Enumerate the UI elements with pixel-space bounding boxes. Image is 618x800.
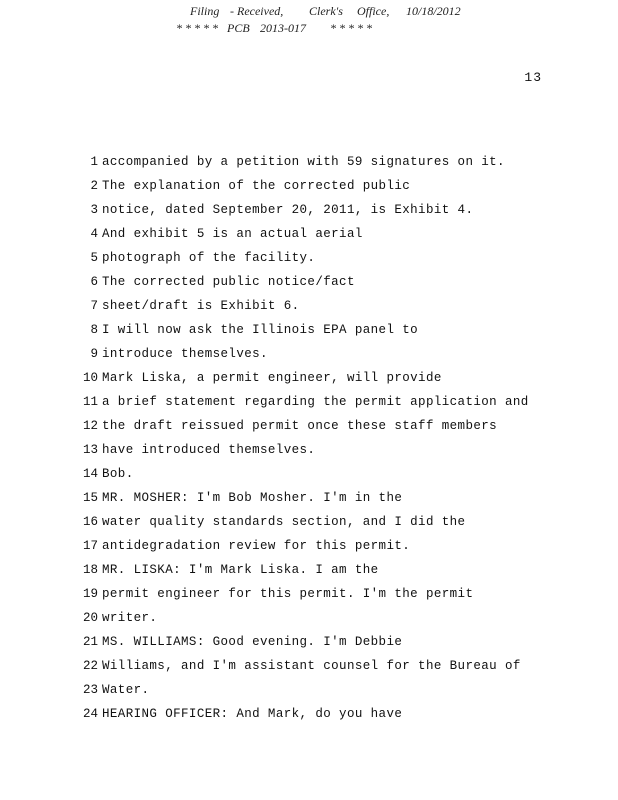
transcript-line: [0, 630, 618, 654]
line-text: The corrected public notice/fact: [102, 275, 355, 289]
transcript-line: [0, 510, 618, 534]
line-text: Water.: [102, 683, 150, 697]
filing-date: 10/18/2012: [406, 4, 461, 18]
line-number: 23: [82, 683, 98, 697]
transcript-line: [0, 294, 618, 318]
transcript-line: [0, 678, 618, 702]
line-number: 5: [90, 251, 98, 265]
line-text: have introduced themselves.: [102, 443, 316, 457]
line-text: permit engineer for this permit. I'm the permit: [102, 587, 474, 601]
filing-stamp-line-2: [0, 21, 618, 37]
line-text: I will now ask the Illinois EPA panel to: [102, 323, 419, 337]
transcript-line: [0, 414, 618, 438]
line-number: 19: [82, 587, 98, 601]
transcript-line: [0, 486, 618, 510]
line-text: The explanation of the corrected public: [102, 179, 411, 193]
transcript-line: [0, 198, 618, 222]
line-text: notice, dated September 20, 2011, is Exhibit 4.: [102, 203, 474, 217]
line-number: 2: [90, 179, 98, 193]
line-text: accompanied by a petition with 59 signatures on it.: [102, 155, 505, 169]
transcript-line: [0, 558, 618, 582]
clerks-label: Clerk's: [309, 4, 343, 18]
line-text: water quality standards section, and I did the: [102, 515, 466, 529]
line-number: 20: [82, 611, 98, 625]
line-text: sheet/draft is Exhibit 6.: [102, 299, 300, 313]
filing-label: Filing: [190, 4, 220, 18]
filing-stamp-line-1: [0, 4, 618, 20]
transcript-line: [0, 606, 618, 630]
line-number: 6: [90, 275, 98, 289]
transcript-line: [0, 462, 618, 486]
page-number: 13: [524, 70, 542, 85]
line-number: 8: [90, 323, 98, 337]
line-text: And exhibit 5 is an actual aerial: [102, 227, 363, 241]
line-text: the draft reissued permit once these staff members: [102, 419, 498, 433]
transcript-line: [0, 318, 618, 342]
line-number: 22: [82, 659, 98, 673]
transcript-line: [0, 366, 618, 390]
line-number: 15: [82, 491, 98, 505]
line-number: 14: [82, 467, 98, 481]
transcript-line: [0, 150, 618, 174]
line-text: MR. MOSHER: I'm Bob Mosher. I'm in the: [102, 491, 403, 505]
line-text: Bob.: [102, 467, 134, 481]
line-number: 9: [90, 347, 98, 361]
line-number: 7: [90, 299, 98, 313]
transcript-line: [0, 582, 618, 606]
line-number: 17: [82, 539, 98, 553]
line-text: antidegradation review for this permit.: [102, 539, 411, 553]
line-text: introduce themselves.: [102, 347, 268, 361]
transcript-line: [0, 174, 618, 198]
line-text: MR. LISKA: I'm Mark Liska. I am the: [102, 563, 379, 577]
transcript-line: [0, 534, 618, 558]
line-text: MS. WILLIAMS: Good evening. I'm Debbie: [102, 635, 403, 649]
received-label: - Received,: [230, 4, 284, 18]
transcript-body: [0, 150, 618, 726]
transcript-line: [0, 222, 618, 246]
line-text: a brief statement regarding the permit application and: [102, 395, 529, 409]
stars-right: * * * * *: [330, 21, 372, 35]
transcript-line: [0, 438, 618, 462]
stars-left: * * * * *: [176, 21, 218, 35]
line-number: 10: [82, 371, 98, 385]
transcript-line: [0, 390, 618, 414]
pcb-label: PCB: [227, 21, 250, 35]
case-number: 2013-017: [260, 21, 306, 35]
transcript-line: [0, 246, 618, 270]
office-label: Office,: [357, 4, 390, 18]
transcript-line: [0, 342, 618, 366]
line-text: Williams, and I'm assistant counsel for the Bureau of: [102, 659, 521, 673]
line-number: 13: [82, 443, 98, 457]
line-number: 16: [82, 515, 98, 529]
line-number: 18: [82, 563, 98, 577]
line-number: 21: [82, 635, 98, 649]
line-number: 11: [82, 395, 98, 409]
line-text: photograph of the facility.: [102, 251, 316, 265]
line-text: writer.: [102, 611, 158, 625]
line-text: HEARING OFFICER: And Mark, do you have: [102, 707, 403, 721]
line-number: 24: [82, 707, 98, 721]
line-number: 4: [90, 227, 98, 241]
transcript-line: [0, 270, 618, 294]
line-number: 1: [90, 155, 98, 169]
line-text: Mark Liska, a permit engineer, will provide: [102, 371, 442, 385]
line-number: 3: [90, 203, 98, 217]
line-number: 12: [82, 419, 98, 433]
transcript-line: [0, 654, 618, 678]
transcript-line: [0, 702, 618, 726]
